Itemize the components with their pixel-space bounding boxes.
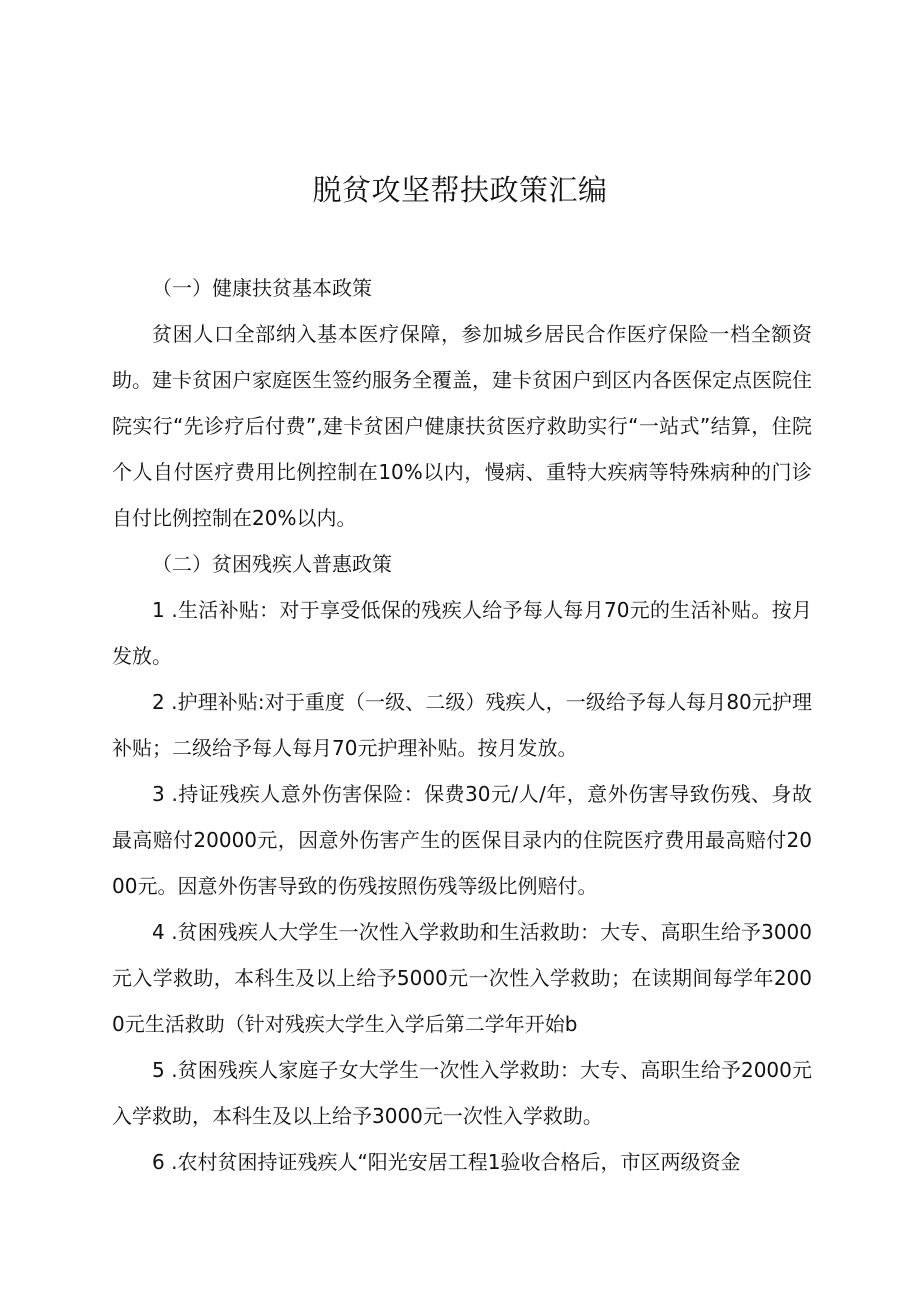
paragraph-housing-project: 6 .农村贫困持证残疾人“阳光安居工程1验收合格后，市区两级资金 xyxy=(152,1150,741,1174)
paragraph-accident-insurance: 3 .持证残疾人意外伤害保险：保费30元/人/年，意外伤害导致伤残、身故最高赔付20000元，因意外伤害产生的医保目录内的住院医疗费用最高赔付2000元。因意外伤害导致的伤残按照伤残等级比例赔付。 xyxy=(112,782,812,898)
section-heading-disabled: （二）贫困残疾人普惠政策 xyxy=(152,552,392,576)
paragraph-nursing-subsidy: 2 .护理补贴:对于重度（一级、二级）残疾人，一级给予每人每月80元护理补贴；二级给予每人每月70元护理补贴。按月发放。 xyxy=(112,690,812,760)
document-body xyxy=(112,265,812,1185)
paragraph-living-subsidy: 1 .生活补贴：对于享受低保的残疾人给予每人每月70元的生活补贴。按月发放。 xyxy=(112,598,812,668)
paragraph-children-aid: 5 .贫困残疾人家庭子女大学生一次性入学救助：大专、高职生给予2000元入学救助，本科生及以上给予3000元一次性入学救助。 xyxy=(112,1058,812,1128)
paragraph-student-aid: 4 .贫困残疾人大学生一次性入学救助和生活救助：大专、高职生给予3000元入学救助，本科生及以上给予5000元一次性入学救助；在读期间每学年2000元生活救助（针对残疾大学生入学后第二学年开始b xyxy=(112,920,812,1036)
document-title: 脱贫攻坚帮扶政策汇编 xyxy=(312,173,608,207)
section-heading-health: （一）健康扶贫基本政策 xyxy=(152,276,372,300)
paragraph-health-policy: 贫困人口全部纳入基本医疗保障，参加城乡居民合作医疗保险一档全额资助。建卡贫困户家庭医生签约服务全覆盖，建卡贫困户到区内各医保定点医院住院实行“先诊疗后付费”,建卡贫困户健康扶贫医疗救助实行“一站式”结算，住院个人自付医疗费用比例控制在10%以内，慢病、重特大疾病等特殊病种的门诊自付比例控制在20%以内。 xyxy=(112,322,812,530)
